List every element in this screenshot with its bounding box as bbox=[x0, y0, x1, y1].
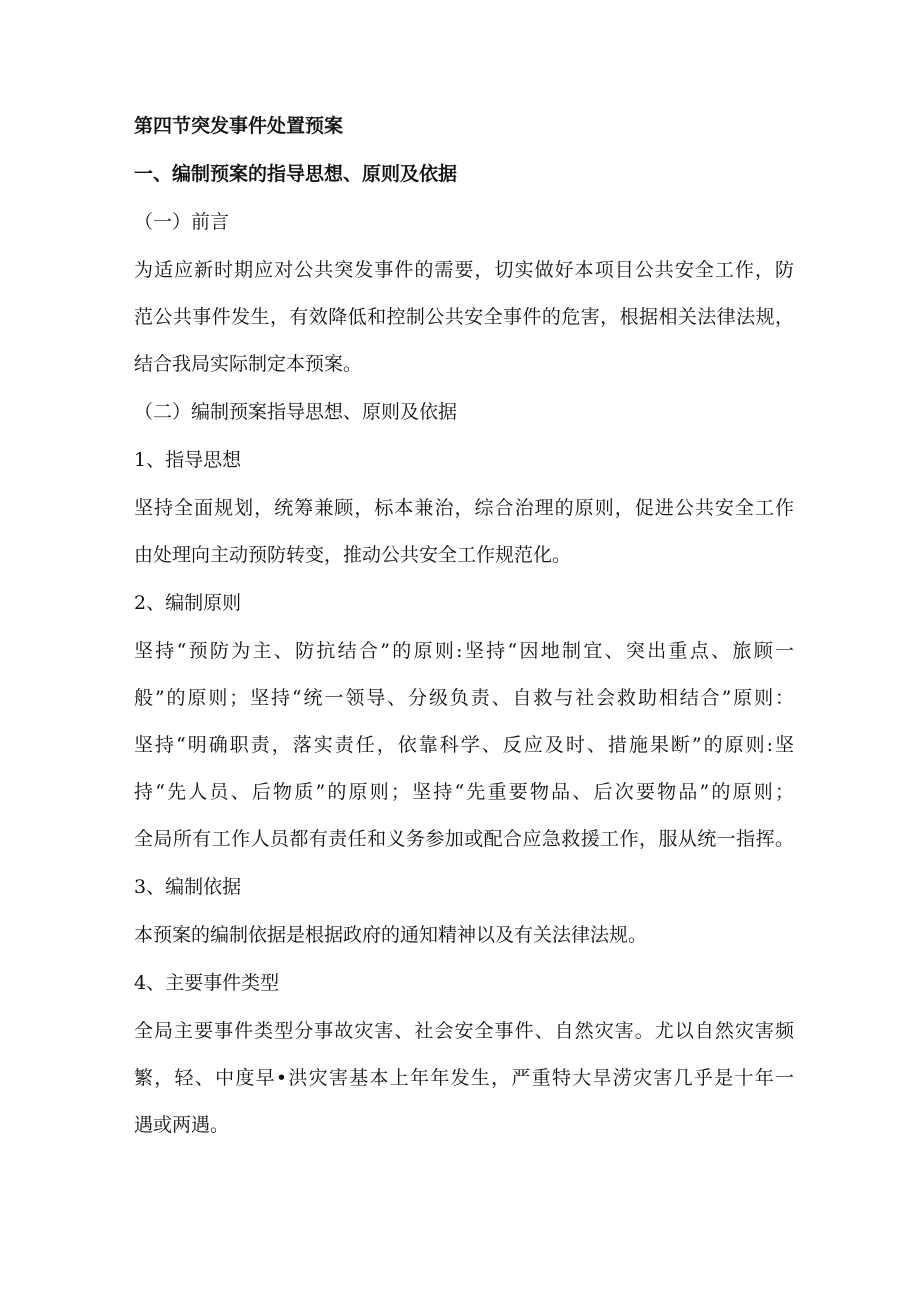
subheading-guiding-principles-basis: （二）编制预案指导思想、原则及依据 bbox=[134, 401, 458, 423]
paragraph-line: 由处理向主动预防转变，推动公共安全工作规范化。 bbox=[134, 544, 572, 566]
paragraph-basis bbox=[134, 922, 794, 948]
paragraph-line: 坚持全面规划，统筹兼顾，标本兼治，综合治理的原则，促进公共安全工作 bbox=[134, 497, 794, 519]
paragraph-line: 范公共事件发生，有效降低和控制公共安全事件的危害，根据相关法律法规， bbox=[134, 306, 794, 328]
paragraph-line: 全局所有工作人员都有责任和义务参加或配合应急救援工作，服从统一指挥。 bbox=[134, 828, 794, 850]
paragraph-line: 般”的原则；坚持“统一领导、分级负责、自救与社会救助相结合”原则： bbox=[134, 687, 794, 709]
document-body bbox=[134, 113, 794, 1138]
item-title-guiding-thought: 1、指导思想 bbox=[134, 449, 242, 471]
subheading-preface: （一）前言 bbox=[134, 211, 230, 233]
paragraph-event-types bbox=[134, 1018, 794, 1138]
paragraph-line: 繁，轻、中度早•洪灾害基本上年年发生，严重特大旱涝灾害几乎是十年一 bbox=[134, 1067, 794, 1089]
paragraph-line: 为适应新时期应对公共突发事件的需要，切实做好本项目公共安全工作，防 bbox=[134, 259, 794, 281]
heading-guiding-principles: 一、编制预案的指导思想、原则及依据 bbox=[134, 163, 458, 185]
paragraph-principles bbox=[134, 638, 794, 852]
paragraph-line: 坚持“明确职责，落实责任，依靠科学、反应及时、措施果断”的原则:坚 bbox=[134, 734, 794, 756]
paragraph-line: 结合我局实际制定本预案。 bbox=[134, 353, 363, 375]
paragraph-line: 本预案的编制依据是根据政府的通知精神以及有关法律法规。 bbox=[134, 924, 648, 946]
paragraph-line: 全局主要事件类型分事故灾害、社会安全事件、自然灾害。尤以自然灾害频 bbox=[134, 1020, 794, 1042]
paragraph-line: 持“先人员、后物质”的原则；坚持“先重要物品、后次要物品”的原则； bbox=[134, 781, 794, 803]
paragraph-line: 坚持“预防为主、防抗结合”的原则:坚持“因地制宜、突出重点、旅顾一 bbox=[134, 640, 794, 662]
item-title-basis: 3、编制依据 bbox=[134, 876, 242, 898]
paragraph-preface bbox=[134, 257, 794, 377]
paragraph-guiding-thought bbox=[134, 495, 794, 568]
section-title: 第四节突发事件处置预案 bbox=[134, 115, 344, 137]
item-title-principles: 2、编制原则 bbox=[134, 592, 242, 614]
item-title-event-types: 4、主要事件类型 bbox=[134, 972, 280, 994]
paragraph-line: 遇或两遇。 bbox=[134, 1114, 230, 1136]
